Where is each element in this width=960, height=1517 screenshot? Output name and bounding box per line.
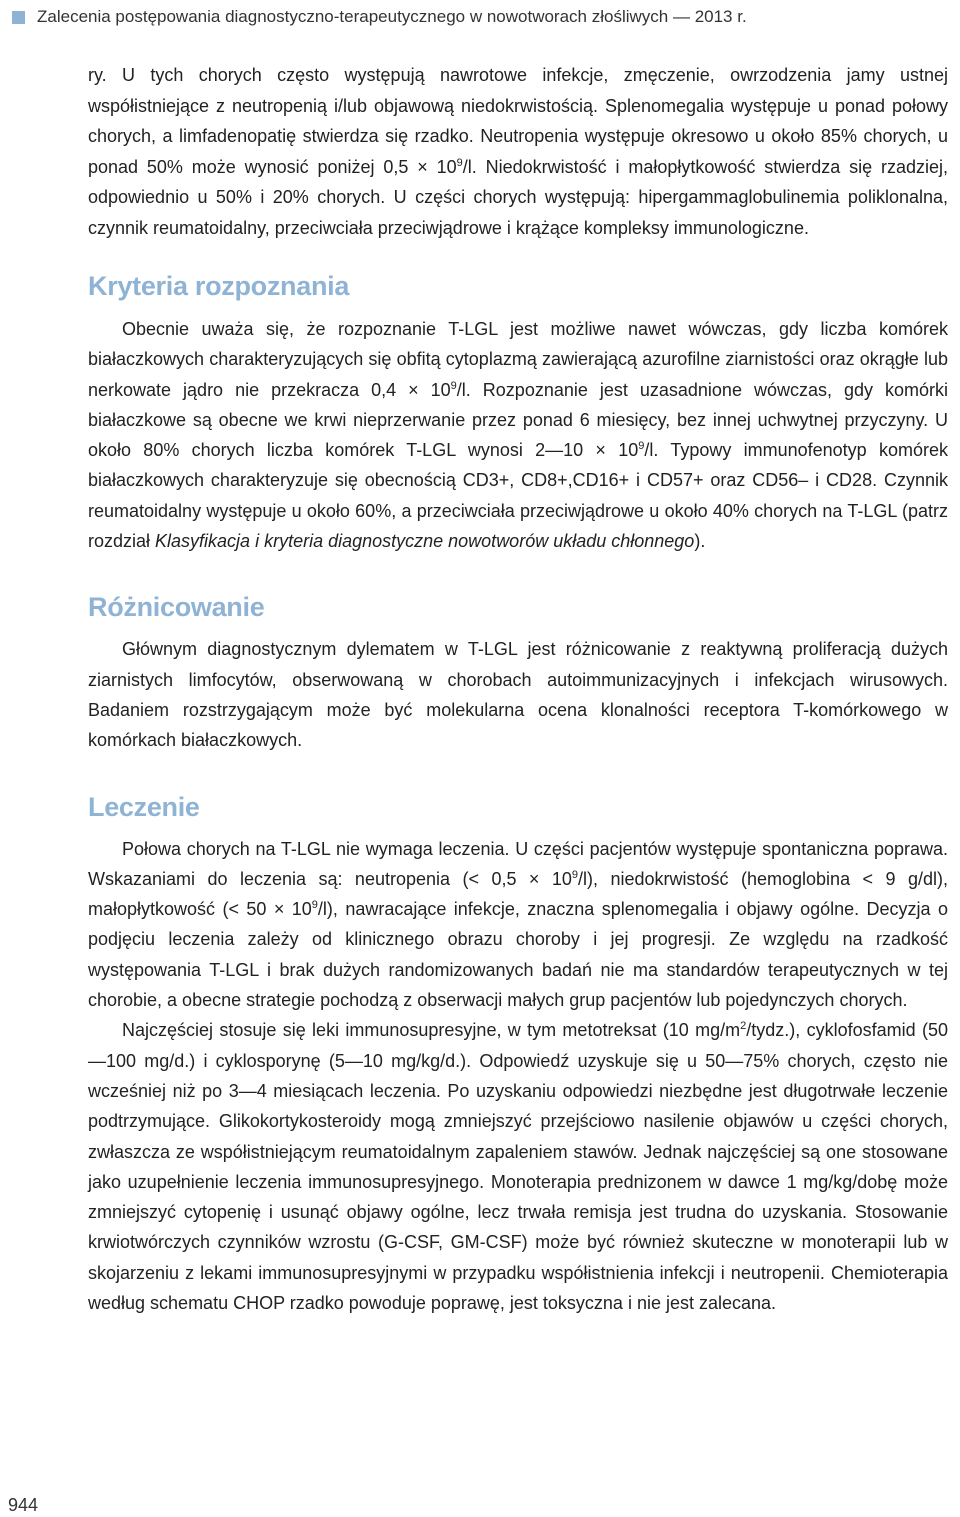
section-heading-roznicowanie: Różnicowanie xyxy=(88,592,265,623)
section-heading-leczenie: Leczenie xyxy=(88,791,200,822)
leczenie-paragraph-2: Najczęściej stosuje się leki immunosupresyjne, w tym metotreksat (10 $mg/m^2/tydz$.), cyklofosfamid (50—100 mg/d.) i cyklosporynę (5—10 mg/kg/d.). Odpowiedź uzyskuje się u 50—75% chorych, często nie wcześniej niż po 3—4 miesiącach leczenia. Po uzyskaniu odpowiedzi niezbędne jest długotrwałe leczenie podtrzymujące. Glikokortykosteroidy mogą zmniejszyć przejściowo nasilenie objawów u części chorych, zwłaszcza ze współistniejącym reumatoidalnym zapaleniem stawów. Jednak najczęściej są one stosowane jako uzupełnienie leczenia immunosupresyjnego. Monoterapia prednizonem w dawce 1 mg/kg/dobę może zmniejszyć cytopenię i usunąć objawy ogólne, lecz trwała remisja jest trudna do uzyskania. Stosowanie krwiotwórczych czynników wzrostu (G-CSF, GM-CSF) może być również skuteczne w monoterapii lub w skojarzeniu z lekami immunosupresyjnymi w przypadku współistnienia infekcji i neutropenii. Chemioterapia według schematu CHOP rzadko powoduje poprawę, jest toksyczna i nie jest zalecana. xyxy=(88,1020,948,1314)
header-title: Zalecenia postępowania diagnostyczno-terapeutycznego w nowotworach złośliwych — 2013 r. xyxy=(37,7,747,26)
kryteria-paragraph: Obecnie uważa się, że rozpoznanie T-LGL jest możliwe nawet wówczas, gdy liczba komórek białaczkowych charakteryzujących się obfitą cytoplazmą zawierającą azurofilne ziarnistości oraz okrągłe lub nerkowate jądro nie przekracza $0,4 \times 10^9/l$. Rozpoznanie jest uzasadnione wówczas, gdy komórki białaczkowe są obecne we krwi nieprzerwanie przez ponad 6 miesięcy, bez innej uchwytnej przyczyny. U około 80% chorych liczba komórek T-LGL wynosi 2—10 × $10^9/l$. Typowy immunofenotyp komórek białaczkowych charakteryzuje się obecnością CD3+, CD8+,CD16+ i CD57+ oraz CD56– i CD28. Czynnik reumatoidalny występuje u około 60%, a przeciwciała przeciwjądrowe u około 40% chorych na T-LGL (patrz rozdział Klasyfikacja i kryteria diagnostyczne nowotworów układu chłonnego). xyxy=(88,319,948,552)
header-square-icon xyxy=(12,11,25,24)
intro-paragraph: ry. U tych chorych często występują nawrotowe infekcje, zmęczenie, owrzodzenia jamy ustnej współistniejące z neutropenią i/lub objawową niedokrwistością. Splenomegalia występuje u ponad połowy chorych, a limfadenopatię stwierdza się rzadko. Neutropenia występuje okresowo u około 85% chorych, u ponad 50% może wynosić poniżej $0,5 \times 10^9/l$. Niedokrwistość i małopłytkowość stwierdza się rzadziej, odpowiednio u 50% i 20% chorych. U części chorych występują: hipergammaglobulinemia poliklonalna, czynnik reumatoidalny, przeciwciała przeciwjądrowe i krążące kompleksy immunologiczne. xyxy=(88,65,949,238)
chapter-reference: Klasyfikacja i kryteria diagnostyczne nowotworów układu chłonnego xyxy=(155,531,695,552)
running-header xyxy=(12,6,940,28)
page-content xyxy=(88,60,948,1318)
section-heading-kryteria: Kryteria rozpoznania xyxy=(88,271,350,301)
page-number: 944 xyxy=(8,1495,39,1515)
leczenie-paragraph-1: Połowa chorych na T-LGL nie wymaga leczenia. U części pacjentów występuje spontaniczna poprawa. Wskazaniami do leczenia są: neutropenia (< $0,5 \times 10^9/l$), niedokrwistość (hemoglobina < 9 g/dl), małopłytkowość (< $50 \times 10^9/l$), nawracające infekcje, znaczna splenomegalia i objawy ogólne. Decyzja o podjęciu leczenia zależy od klinicznego obrazu choroby i jej progresji. Ze względu na rzadkość występowania T-LGL i brak dużych randomizowanych badań nie ma standardów terapeutycznych w tej chorobie, a obecne strategie pochodzą z obserwacji małych grup pacjentów lub pojedynczych chorych. xyxy=(88,838,948,1011)
roznicowanie-paragraph: Głównym diagnostycznym dylematem w T-LGL jest różnicowanie z reaktywną proliferacją dużych ziarnistych limfocytów, obserwowaną w chorobach autoimmunizacyjnych i infekcjach wirusowych. Badaniem rozstrzygającym może być molekularna ocena klonalności receptora T-komórkowego w komórkach białaczkowych. xyxy=(88,639,948,751)
